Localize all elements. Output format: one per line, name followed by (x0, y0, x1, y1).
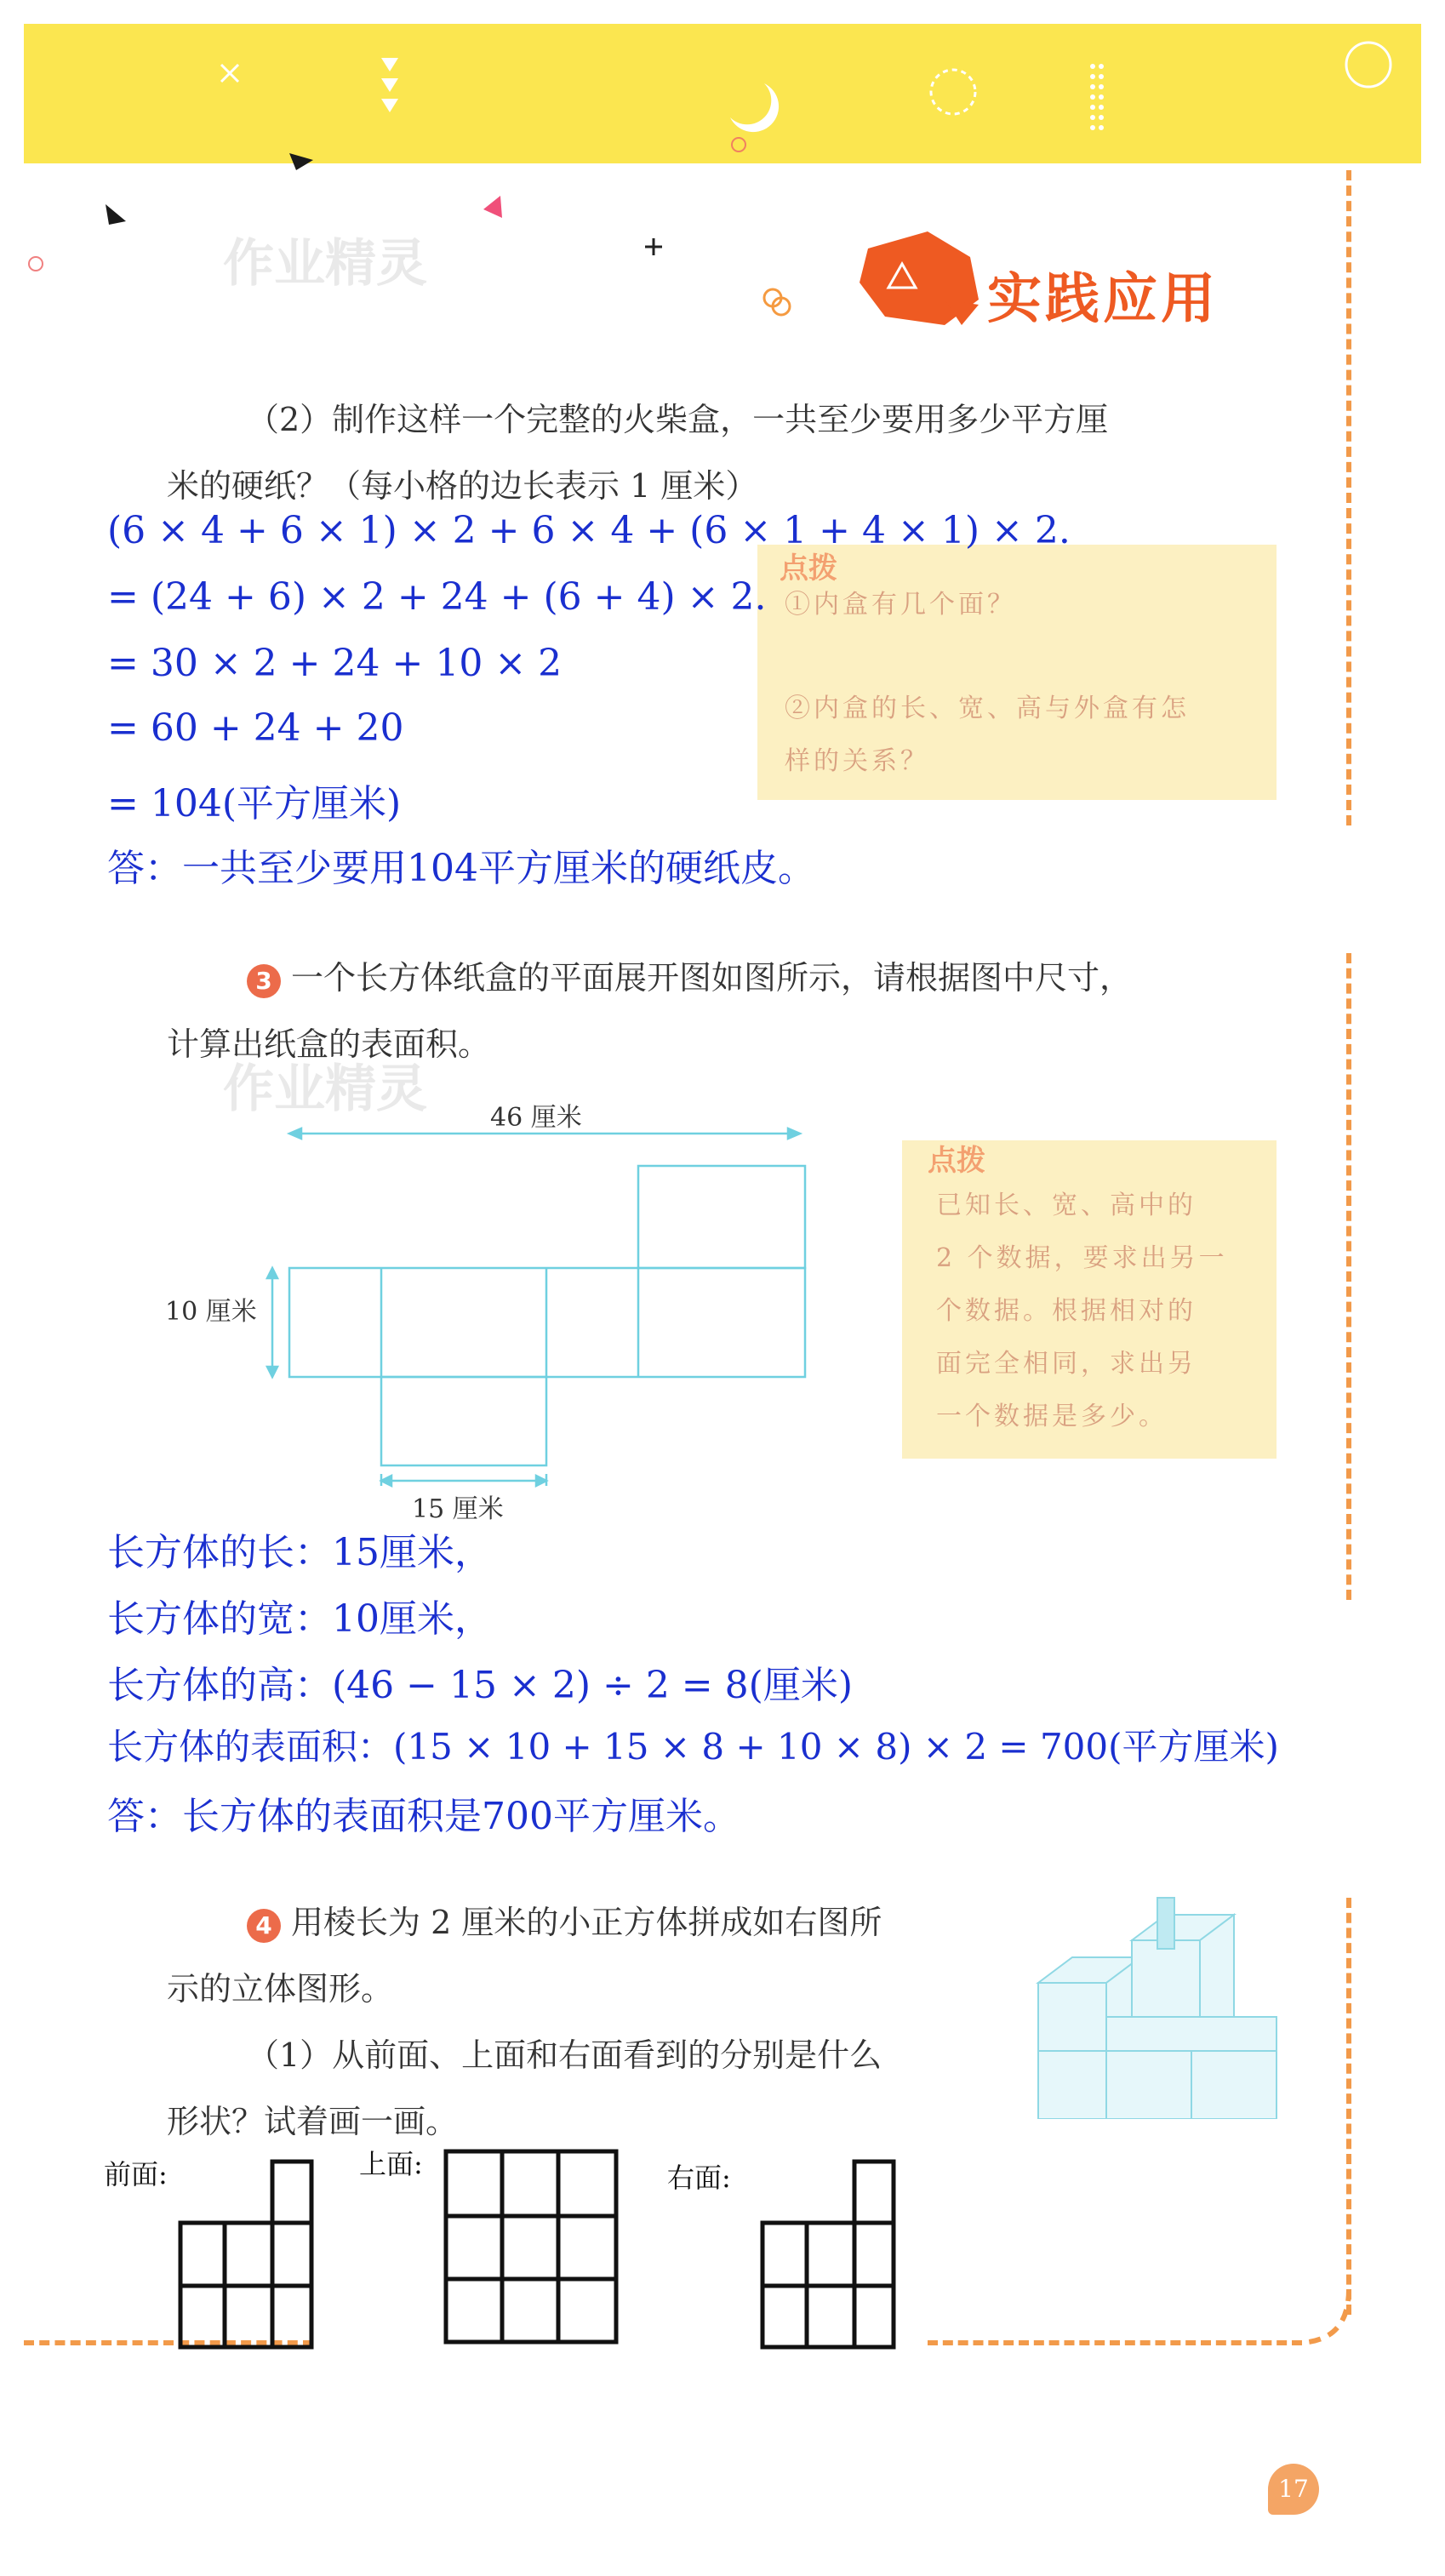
q3-answer-line4: 长方体的表面积：(15 × 10 + 15 × 8 + 10 × 8) × 2 = 700(平方厘米) (107, 1726, 1279, 1768)
q2-text-line2: 米的硬纸？（每小格的边长表示 1 厘米） (167, 467, 758, 505)
q2-answer-line1: (6 × 4 + 6 × 1) × 2 + 6 × 4 + (6 × 1 + 4 × 1) × 2. (107, 509, 1071, 552)
q3-text-line1 (247, 951, 1132, 998)
q2-answer-conclusion: 答：一共至少要用104平方厘米的硬纸皮。 (107, 847, 815, 890)
net-label-left: 10 厘米 (165, 1297, 257, 1327)
watermark-2: 作业精灵 (223, 1060, 427, 1119)
label-top-view: 上面: (359, 2148, 423, 2180)
q2-text-line1: （2）制作这样一个完整的火柴盒，一共至少要用多少平方厘 (247, 401, 1109, 438)
border-dashed-right-bottom (1346, 1898, 1351, 2315)
q4-text-line1-content: 用棱长为 2 厘米的小正方体拼成如右图所 (291, 1904, 882, 1941)
cube-3d-figure (1021, 1889, 1294, 2119)
q4-text-line2: 示的立体图形。 (167, 1970, 394, 2008)
q4-sub-line1: （1）从前面、上面和右面看到的分别是什么 (247, 2036, 882, 2074)
border-corner (1294, 2289, 1353, 2349)
q2-answer-line5: = 104(平方厘米) (107, 782, 402, 825)
watermark: 作业精灵 (223, 234, 427, 294)
page-number: 17 (1268, 2464, 1319, 2515)
q3-text-line1-content: 一个长方体纸盒的平面展开图如图所示，请根据图中尺寸， (291, 959, 1133, 997)
q2-answer-line3: = 30 × 2 + 24 + 10 × 2 (107, 642, 563, 685)
section-title-ribbon (851, 223, 987, 334)
hint-2-line4: 面完全相同，求出另 (936, 1349, 1197, 1379)
border-dashed-right-mid (1346, 953, 1351, 1600)
label-right-view: 右面: (667, 2162, 731, 2194)
q3-number-badge: 3 (247, 964, 281, 998)
hint-2-line3: 个数据。根据相对的 (936, 1296, 1197, 1326)
hint-2-line1: 已知长、宽、高中的 (936, 1191, 1197, 1220)
q4-sub-line2: 形状？试着画一画。 (167, 2103, 459, 2140)
q3-answer-line3: 长方体的高：(46 − 15 × 2) ÷ 2 = 8(厘米) (107, 1664, 853, 1707)
border-dashed-right-top (1346, 170, 1351, 825)
net-label-top: 46 厘米 (490, 1103, 582, 1133)
hint-1-item2-line2: 样的关系？ (785, 746, 929, 776)
hint-1-title: 点拨 (780, 551, 837, 585)
right-view-drawing (752, 2153, 905, 2357)
hint-1-item2-line1: ②内盒的长、宽、高与外盒有怎 (785, 694, 1190, 723)
hint-2-line2: 2 个数据，要求出另一 (936, 1243, 1228, 1273)
q3-text-line2: 计算出纸盒的表面积。 (167, 1025, 491, 1063)
label-front-view: 前面: (104, 2158, 168, 2190)
q4-text-line1 (247, 1896, 882, 1943)
net-label-bottom: 15 厘米 (412, 1494, 504, 1524)
section-title: 实践应用 (987, 268, 1219, 331)
hint-2-line5: 一个数据是多少。 (936, 1402, 1168, 1431)
hint-1-item1: ①内盒有几个面？ (785, 590, 1016, 620)
front-view-drawing (170, 2153, 323, 2357)
q3-answer-line1: 长方体的长：15厘米， (107, 1531, 492, 1574)
q2-answer-line2: = (24 + 6) × 2 + 24 + (6 + 4) × 2. (107, 575, 767, 619)
decorative-sparkles (24, 136, 875, 323)
q4-number-badge: 4 (247, 1909, 281, 1943)
q3-answer-line2: 长方体的宽：10厘米， (107, 1597, 492, 1641)
top-view-drawing (439, 2145, 626, 2357)
hint-2-title: 点拨 (928, 1144, 985, 1178)
q3-answer-conclusion: 答：长方体的表面积是700平方厘米。 (107, 1795, 740, 1838)
q2-answer-line4: = 60 + 24 + 20 (107, 706, 404, 750)
border-dashed-bottom-right (928, 2340, 1302, 2345)
